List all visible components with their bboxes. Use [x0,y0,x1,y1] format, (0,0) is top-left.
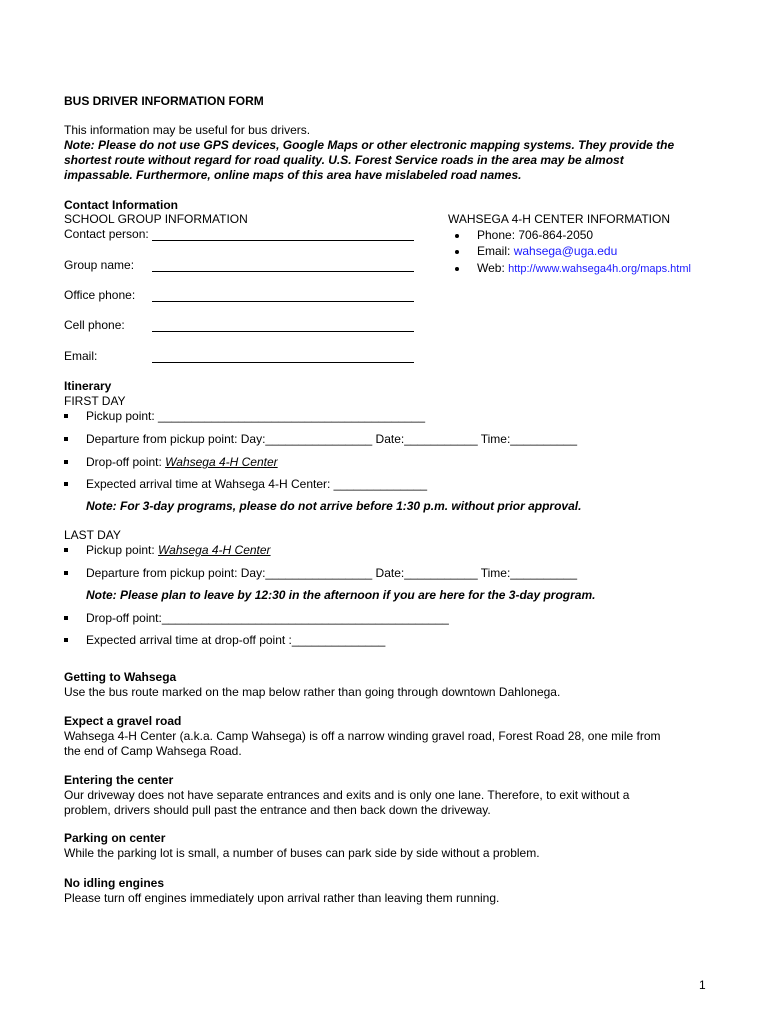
first-day-departure[interactable]: Departure from pickup point: Day:________________ Date:___________ Time:__________ [86,432,578,446]
last-day-pickup [86,543,271,558]
contact-heading: Contact Information [64,198,178,212]
first-day-arrival[interactable]: Expected arrival time at Wahsega 4-H Center: ______________ [86,477,428,491]
intro-text: This information may be useful for bus drivers. [64,123,311,137]
gravel-text-line-1: Wahsega 4-H Center (a.k.a. Camp Wahsega) is off a narrow winding gravel road, Forest Road 28, one mile from [64,729,661,743]
office-phone-field[interactable] [152,301,414,302]
office-phone-label: Office phone: [64,288,136,302]
note-line-1: Note: Please do not use GPS devices, Google Maps or other electronic mapping systems. They provide the [64,138,675,152]
center-email [477,244,617,259]
email-label: Email: [64,349,98,363]
last-day-dropoff[interactable]: Drop-off point:___________________________________________ [86,611,449,625]
bullet-square [64,638,68,642]
page-title: BUS DRIVER INFORMATION FORM [64,94,264,108]
last-day-pickup-value: Wahsega 4-H Center [158,543,271,557]
page-number: 1 [699,978,706,992]
last-day-heading: LAST DAY [64,528,121,542]
idling-heading: No idling engines [64,876,165,890]
gravel-heading: Expect a gravel road [64,714,182,728]
last-day-pickup-label: Pickup point: [86,543,159,557]
center-email-link[interactable]: wahsega@uga.edu [513,244,618,258]
center-phone: Phone: 706-864-2050 [477,228,594,242]
bullet-square [64,460,68,464]
getting-text: Use the bus route marked on the map below rather than going through downtown Dahlonega. [64,685,561,699]
school-group-heading: SCHOOL GROUP INFORMATION [64,212,248,226]
group-name-label: Group name: [64,258,135,272]
last-day-arrival[interactable]: Expected arrival time at drop-off point :______________ [86,633,386,647]
bullet-square [64,437,68,441]
email-field[interactable] [152,362,414,363]
entering-heading: Entering the center [64,773,174,787]
bullet-square [64,616,68,620]
parking-heading: Parking on center [64,831,166,845]
entering-text-line-1: Our driveway does not have separate entrances and exits and is only one lane. Therefore, to exit without a [64,788,630,802]
cell-phone-label: Cell phone: [64,318,125,332]
center-info-heading: WAHSEGA 4-H CENTER INFORMATION [448,212,671,226]
center-web [477,261,691,277]
bullet-square [64,482,68,486]
bullet-square [64,414,68,418]
contact-person-label: Contact person: [64,227,149,241]
bullet-dot [455,234,459,238]
first-day-note: Note: For 3-day programs, please do not arrive before 1:30 p.m. without prior approval. [86,499,582,513]
bullet-square [64,548,68,552]
cell-phone-field[interactable] [152,331,414,332]
bullet-dot [455,250,459,254]
first-day-heading: FIRST DAY [64,394,126,408]
entering-text-line-2: problem, drivers should pull past the entrance and then back down the driveway. [64,803,491,817]
last-day-departure[interactable]: Departure from pickup point: Day:________________ Date:___________ Time:__________ [86,566,578,580]
center-web-link[interactable]: http://www.wahsega4h.org/maps.html [508,263,691,275]
first-day-dropoff-label: Drop-off point: [86,455,166,469]
parking-text: While the parking lot is small, a number of buses can park side by side without a problem. [64,846,540,860]
last-day-note: Note: Please plan to leave by 12:30 in the afternoon if you are here for the 3-day program. [86,588,596,602]
bullet-square [64,571,68,575]
bullet-dot [455,267,459,271]
itinerary-heading: Itinerary [64,379,112,393]
note-line-3: impassable. Furthermore, online maps of this area have mislabeled road names. [64,168,522,182]
idling-text: Please turn off engines immediately upon arrival rather than leaving them running. [64,891,500,905]
first-day-pickup[interactable]: Pickup point: ________________________________________ [86,409,425,423]
group-name-field[interactable] [152,271,414,272]
contact-person-field[interactable] [152,240,414,241]
first-day-dropoff-value: Wahsega 4-H Center [165,455,278,469]
center-email-label: Email: [477,244,514,258]
first-day-dropoff [86,455,278,470]
gravel-text-line-2: the end of Camp Wahsega Road. [64,744,242,758]
center-web-label: Web: [477,261,509,275]
getting-heading: Getting to Wahsega [64,670,177,684]
note-line-2: shortest route without regard for road quality. U.S. Forest Service roads in the area may be almost [64,153,624,167]
